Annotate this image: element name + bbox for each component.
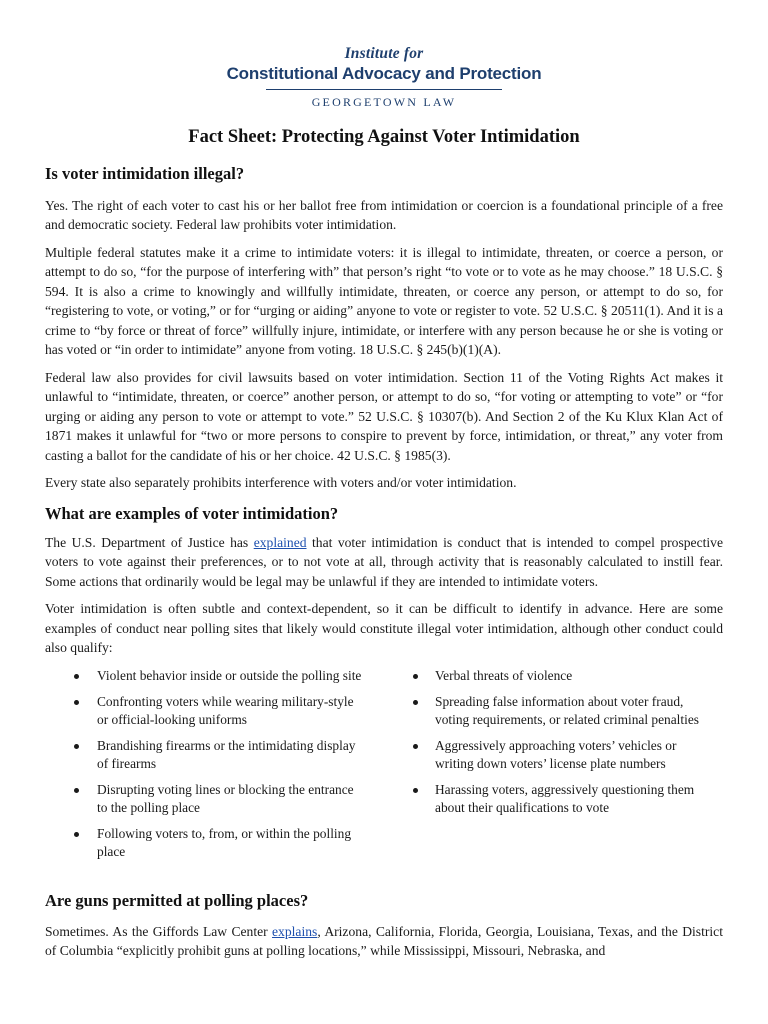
page-title: Fact Sheet: Protecting Against Voter Intimidation (188, 126, 580, 147)
list-item (45, 737, 384, 773)
paragraph-giffords (45, 922, 723, 961)
paragraph-federal-statutes: Multiple federal statutes make it a crime to intimidate voters: it is illegal to intimidate, threaten, or coerce a person, or attempt to do so, “for the purpose of interfering with” that person’s right “to vote or to vote as he may choose.” 18 U.S.C. § 594. It is also a crime to knowingly and willfully intimidate, threaten, or coerce any person, or attempt to do so, for “registering to vote, or voting,” or for “urging or aiding” anyone to vote or register to vote. 52 U.S.C. § 20511(1). And it is a crime to “by force or threat of force” willfully injure, intimidate, or interfere with any person because he or she is voting or has voted or “in order to intimidate” anyone from voting. 18 U.S.C. § 245(b)(1)(A). (45, 244, 723, 357)
bullet-dot-icon (74, 744, 79, 749)
bullet-dot-icon (413, 700, 418, 705)
list-item (384, 667, 723, 685)
explains-link[interactable]: explains (272, 923, 318, 939)
bullet-text: Following voters to, from, or within the polling place (97, 825, 352, 859)
bullet-dot-icon (413, 744, 418, 749)
bullet-dot-icon (74, 700, 79, 705)
paragraph-civil-lawsuits: Federal law also provides for civil lawsuits based on voter intimidation. Section 11 of the Voting Rights Act makes it unlawful to “intimidate, threaten, or coerce” another person, or attempt to do so, “for voting or attempting to vote” or “for urging or aiding any person to vote or attempt to vote.” 52 U.S.C. § 10307(b). And Section 2 of the Ku Klux Klan Act of 1871 makes it unlawful for “two or more persons to conspire to prevent by force, intimidation, or threat,” any voter from casting a ballot for the candidate of his or her choice. 42 U.S.C. § 1985(3). (45, 369, 723, 463)
bullet-text: Confronting voters while wearing military-style or official-looking uniforms (97, 693, 354, 727)
bullet-text: Aggressively approaching voters’ vehicles or writing down voters’ license plate numbers (435, 737, 677, 771)
list-item (45, 825, 384, 861)
logo-divider (266, 89, 502, 90)
logo-line-institute: Institute for (344, 45, 424, 62)
doj-text-after: that voter intimidation is conduct that is intended to compel prospective voters to vote against their preferences, or to not vote at all, through activity that is reasonably calculated to instill fear. Some actions that ordinarily would be legal may be unlawful if they are intended to intimidate voters. (45, 534, 723, 589)
giffords-text-before: Sometimes. As the Giffords Law Center (45, 923, 273, 939)
explained-link[interactable]: explained (253, 534, 307, 550)
heading-guns-permitted: Are guns permitted at polling places? (45, 890, 309, 910)
logo-line-name: Constitutional Advocacy and Protection (226, 63, 542, 83)
paragraph-subtle-context: Voter intimidation is often subtle and context-dependent, so it can be difficult to identify in advance. Here are some examples of conduct near polling sites that likely would constitute illegal voter intimidation, although other conduct could also qualify: (45, 601, 723, 655)
bullet-text: Spreading false information about voter fraud, voting requirements, or related criminal penalties (435, 693, 700, 727)
examples-bullet-list (45, 667, 723, 869)
bullet-text: Harassing voters, aggressively questioning them about their qualifications to vote (435, 781, 695, 815)
bullet-text: Disrupting voting lines or blocking the entrance to the polling place (97, 781, 354, 815)
bullet-dot-icon (74, 674, 79, 679)
bullet-text: Violent behavior inside or outside the polling site (97, 667, 362, 683)
bullet-column-right (384, 667, 723, 869)
bullet-column-left (45, 667, 384, 869)
bullet-text: Brandishing firearms or the intimidating display of firearms (97, 737, 356, 771)
list-item (45, 781, 384, 817)
heading-is-intimidation-illegal: Is voter intimidation illegal? (45, 163, 245, 183)
giffords-text-after: , Arizona, California, Florida, Georgia, Louisiana, Texas, and the District of Columbia “explicitly prohibit guns at polling locations,” while Mississippi, Missouri, Nebraska, and (45, 923, 723, 958)
paragraph-doj-explained (45, 533, 723, 592)
list-item (384, 781, 723, 817)
bullet-dot-icon (413, 788, 418, 793)
list-item (45, 667, 384, 685)
doj-text-before: The U.S. Department of Justice has (45, 534, 254, 550)
bullet-dot-icon (74, 788, 79, 793)
bullet-dot-icon (74, 832, 79, 837)
list-item (384, 693, 723, 729)
paragraph-yes: Yes. The right of each voter to cast his or her ballot free from intimidation or coercion is a foundational principle of a free and democratic society. Federal law prohibits voter intimidation. (45, 197, 723, 232)
paragraph-every-state: Every state also separately prohibits interference with voters and/or voter intimidation. (45, 475, 517, 490)
heading-examples: What are examples of voter intimidation? (45, 503, 339, 523)
bullet-text: Verbal threats of violence (435, 667, 573, 683)
bullet-dot-icon (413, 674, 418, 679)
list-item (384, 737, 723, 773)
institute-logo (45, 0, 723, 108)
logo-line-georgetown: GEORGETOWN LAW (311, 94, 457, 109)
list-item (45, 693, 384, 729)
